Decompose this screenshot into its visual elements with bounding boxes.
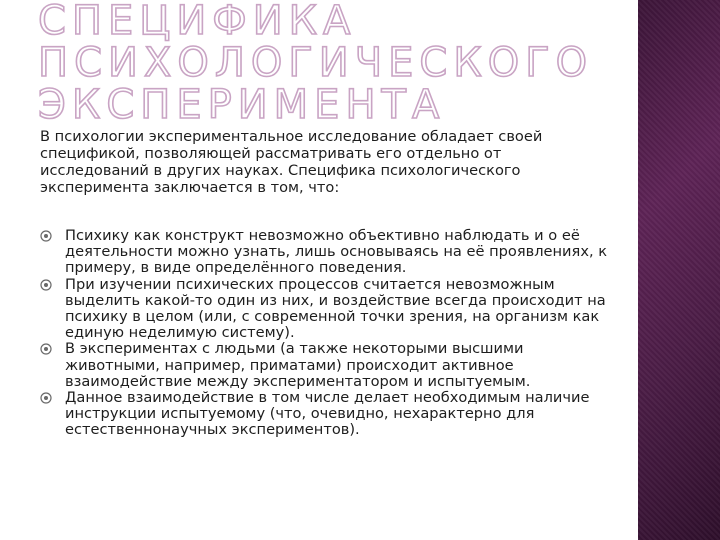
bullet-item — [40, 277, 615, 342]
bullet-text: Данное взаимодействие в том числе делает необходимым наличие инструкции испытуемому (что, очевидно, нехарактерно для естественнонаучных экспериментов). — [65, 389, 590, 439]
circle-target-icon — [40, 343, 52, 355]
circle-target-icon — [40, 279, 52, 291]
slide-title — [38, 0, 618, 126]
bullet-list — [40, 228, 615, 439]
decorative-side-bar — [638, 0, 720, 540]
bullet-item — [40, 228, 615, 277]
intro-paragraph: В психологии экспериментальное исследование обладает своей спецификой, позволяющей рассматривать его отдельно от исследований в других науках. Специфика психологического эксперимента заключается в том, что: — [40, 128, 543, 196]
circle-target-icon — [40, 392, 52, 404]
title-line-1: СПЕЦИФИКА — [38, 0, 357, 44]
bullet-text: При изучении психических процессов считается невозможным выделить какой-то один из них, и воздействие всегда происходит на психику в целом (или, с современной точки зрения, на организм как единую неделимую систему). — [65, 275, 606, 342]
bullet-text: В экспериментах с людьми (а также некоторыми высшими животными, например, приматами) происходит активное взаимодействие между экспериментатором и испытуемым. — [65, 340, 531, 390]
bullet-item — [40, 390, 615, 439]
bullet-item — [40, 341, 615, 390]
bullet-text: Психику как конструкт невозможно объективно наблюдать и о её деятельности можно узнать, лишь основываясь на её проявлениях, к примеру, в виде определённого поведения. — [65, 227, 608, 277]
title-line-3: ЭКСПЕРИМЕНТА — [38, 82, 446, 128]
title-line-2: ПСИХОЛОГИЧЕСКОГО — [38, 40, 594, 86]
circle-target-icon — [40, 230, 52, 242]
